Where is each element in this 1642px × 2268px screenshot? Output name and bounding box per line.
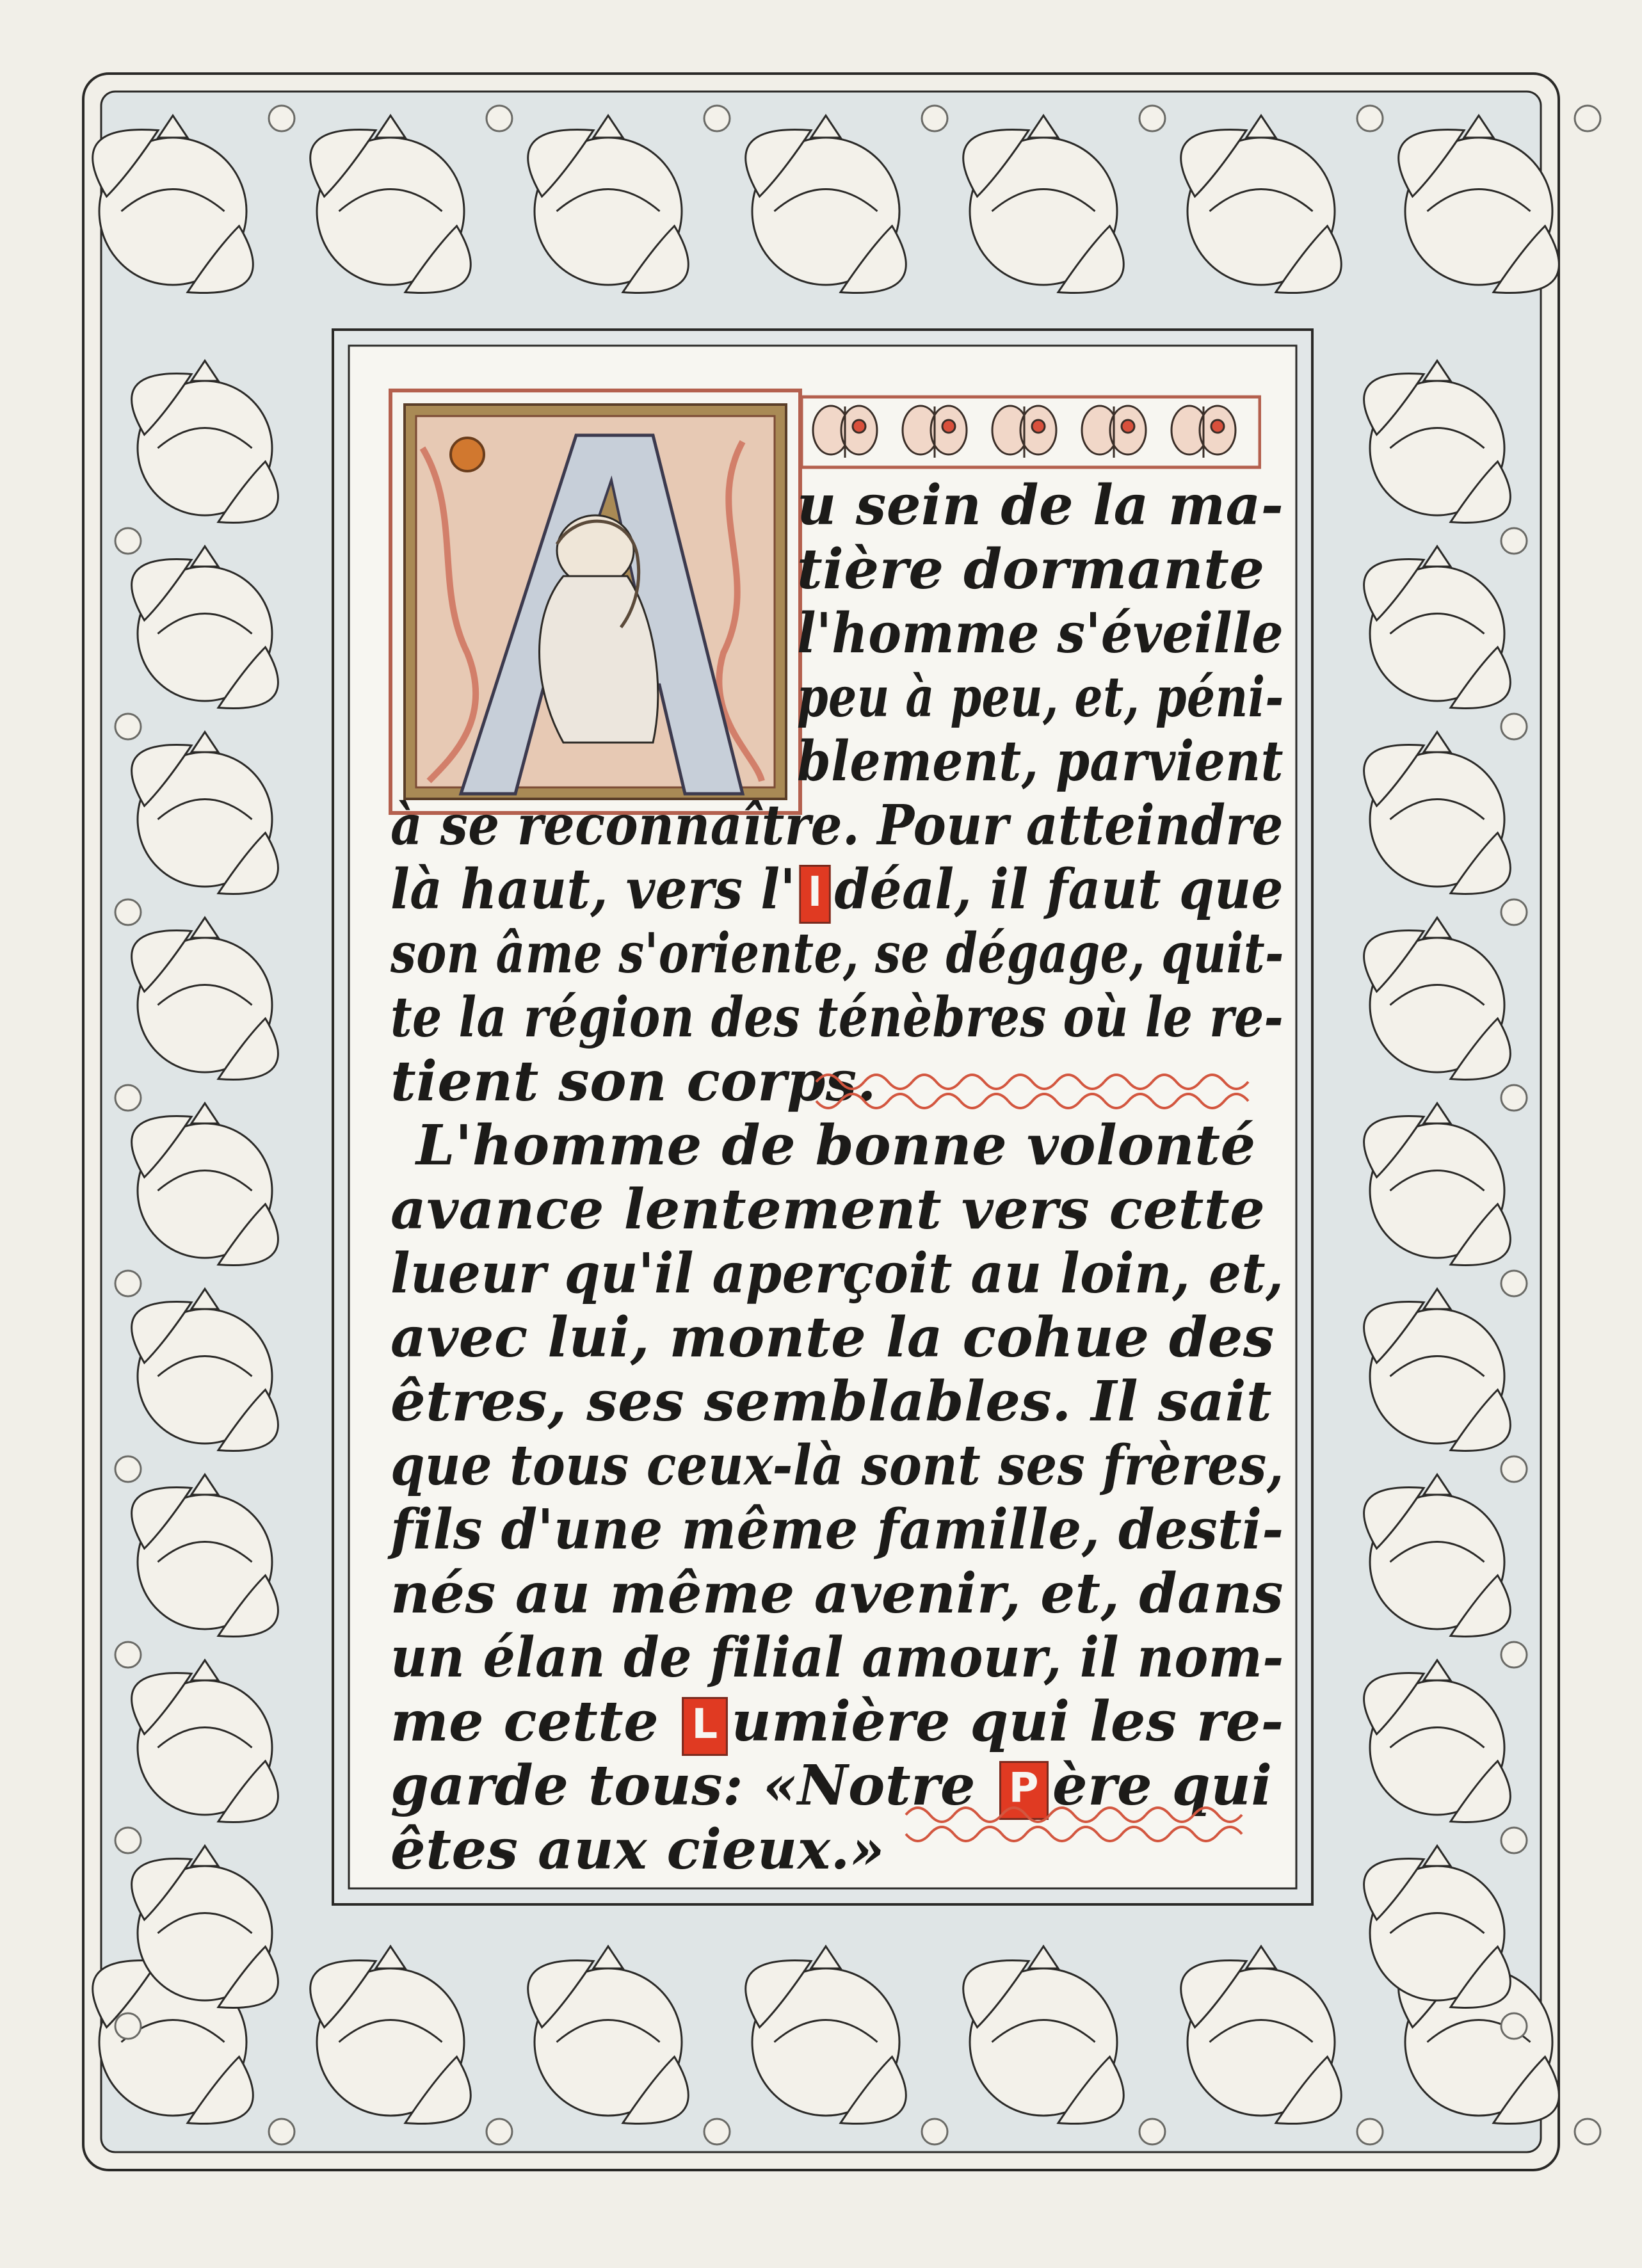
text-segment: déal, il faut que [834,857,1284,922]
filler-motif [912,1075,960,1108]
text-line: un élan de filial amour, il nom- [390,1625,1284,1690]
text-line: u sein de la ma- [797,473,1284,538]
text-segment: me cette [390,1689,679,1754]
border-ring-icon [1139,2119,1165,2144]
border-ring-icon [704,106,730,131]
text-line: lueur qu'il aperçoit au loin, et, [390,1241,1284,1306]
rubricated-initial: L [682,1697,728,1756]
butterfly-icon [1082,406,1146,458]
border-ring-icon [1501,1085,1527,1111]
filler-motif [1098,1808,1146,1841]
filler-motif [1008,1075,1056,1108]
filler-motif [1194,1808,1242,1841]
border-ring-icon [1575,2119,1600,2144]
text-line: L'homme de bonne volonté [416,1113,1256,1178]
border-ring-icon [487,106,512,131]
border-ring-icon [1357,2119,1383,2144]
filler-motif [1104,1075,1152,1108]
text-line: êtres, ses semblables. Il sait [390,1369,1273,1434]
filler-motif [960,1075,1008,1108]
filler-motif [906,1808,954,1841]
rubricated-initial: I [799,865,831,924]
text-line: tière dormante [797,537,1265,602]
text-segment: umière qui les re- [731,1689,1284,1754]
text-line: que tous ceux-là sont ses frères, [390,1433,1284,1498]
butterfly-icon [1171,406,1236,458]
butterfly-icon [813,406,877,458]
border-ring-icon [1357,106,1383,131]
border-ring-icon [269,106,294,131]
text-line [390,1690,1284,1754]
border-ring-icon [115,528,141,554]
text-segment: garde tous: «Notre [390,1753,995,1818]
border-ring-icon [115,1828,141,1853]
butterfly-icon [903,406,967,458]
border-ring-icon [115,899,141,925]
text-line: te la région des ténèbres où le re- [390,985,1284,1050]
border-ring-icon [1501,1271,1527,1296]
border-ring-icon [922,2119,947,2144]
filler-motif [954,1808,1002,1841]
border-ring-icon [115,1456,141,1482]
border-ring-icon [922,106,947,131]
text-line: l'homme s'éveille [797,601,1284,666]
border-ring-icon [115,1642,141,1668]
border-ring-icon [1139,106,1165,131]
filler-motif [1146,1808,1194,1841]
text-line: fils d'une même famille, desti- [390,1497,1284,1562]
border-ring-icon [1501,1456,1527,1482]
filler-motif [1200,1075,1248,1108]
border-ring-icon [1501,714,1527,739]
border-ring-icon [487,2119,512,2144]
butterfly-frieze-icon [800,384,1261,480]
text-line: avance lentement vers cette [390,1177,1266,1242]
illuminated-initial-icon [384,384,807,819]
border-ring-icon [115,1271,141,1296]
ornament-line-filler-icon [810,1063,1258,1120]
border-ring-icon [115,714,141,739]
filler-motif [864,1075,912,1108]
border-ring-icon [115,1085,141,1111]
border-ring-icon [269,2119,294,2144]
filler-motif [1002,1808,1050,1841]
butterfly-icon [992,406,1056,458]
rubricated-initial: P [999,1761,1049,1820]
text-line: blement, parvient [797,729,1284,794]
border-ring-icon [1501,2013,1527,2039]
text-line: tient son corps. [390,1049,877,1114]
filler-motif [1056,1075,1104,1108]
filler-motif [816,1075,864,1108]
border-ring-icon [1501,528,1527,554]
text-line: êtes aux cieux.» [390,1817,885,1882]
border-ring-icon [704,2119,730,2144]
text-line: à se reconnaître. Pour atteindre [390,793,1284,858]
border-ring-icon [1501,1828,1527,1853]
border-ring-icon [115,2013,141,2039]
text-line: nés au même avenir, et, dans [390,1561,1284,1626]
filler-motif [1050,1808,1098,1841]
border-ring-icon [1575,106,1600,131]
text-line [390,858,1284,922]
text-line: avec lui, monte la cohue des [390,1305,1275,1370]
text-line: son âme s'oriente, se dégage, quit- [390,921,1284,986]
text-line: peu à peu, et, péni- [797,665,1284,730]
border-ring-icon [1501,1642,1527,1668]
text-segment: là haut, vers l' [390,857,796,922]
text-segment: ère qui [1052,1753,1273,1818]
filler-motif [1152,1075,1200,1108]
ornament-line-filler-icon [899,1796,1258,1853]
border-ring-icon [1501,899,1527,925]
